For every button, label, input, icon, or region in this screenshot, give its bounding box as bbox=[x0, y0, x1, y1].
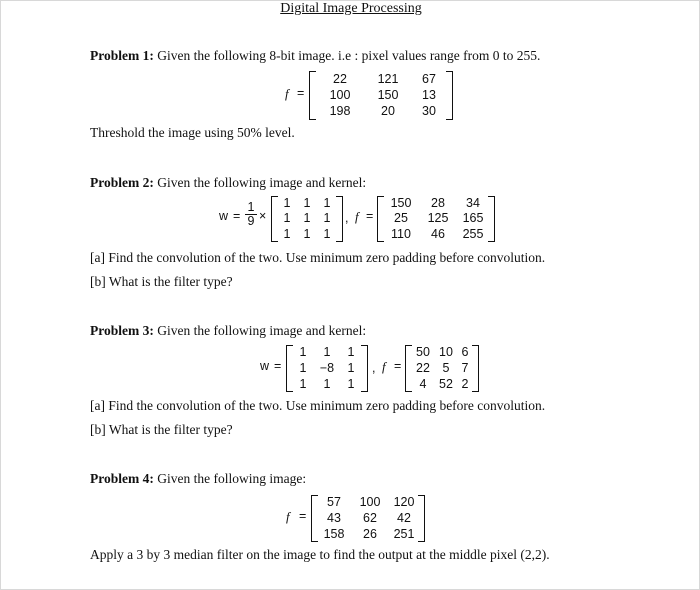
p2-frac-num: 1 bbox=[245, 201, 257, 215]
matrix-cell: 1 bbox=[323, 211, 331, 226]
matrix-right-bracket bbox=[418, 495, 425, 542]
matrix-cell: 7 bbox=[461, 360, 469, 375]
p1-equals: = bbox=[297, 86, 305, 100]
p3-w-symbol: w bbox=[260, 359, 270, 373]
p1-f-matrix bbox=[309, 71, 453, 120]
matrix-cell: 13 bbox=[422, 87, 436, 102]
matrix-cell: 1 bbox=[323, 345, 331, 360]
problem-3-part-a: [a] Find the convolution of the two. Use minimum zero padding before convolution. bbox=[90, 398, 546, 413]
matrix-cell: 150 bbox=[377, 87, 399, 102]
matrix-cell: 251 bbox=[393, 526, 415, 541]
matrix-cell: 1 bbox=[283, 196, 291, 211]
matrix-cell: 67 bbox=[422, 71, 436, 86]
matrix-cell: 2 bbox=[461, 376, 469, 391]
problem-3-statement bbox=[90, 323, 366, 339]
matrix-cell: 125 bbox=[427, 211, 449, 226]
matrix-cell: 1 bbox=[283, 211, 291, 226]
matrix-cell: 25 bbox=[394, 211, 408, 226]
matrix-cell: 57 bbox=[327, 495, 341, 510]
matrix-cell: 1 bbox=[323, 226, 331, 241]
matrix-cell: 62 bbox=[363, 510, 377, 525]
matrix-cell: 34 bbox=[466, 196, 480, 211]
p2-w-matrix bbox=[271, 196, 343, 242]
p3-f-equals: = bbox=[394, 359, 402, 373]
p4-f-matrix bbox=[311, 495, 425, 542]
p3-f-matrix bbox=[405, 345, 479, 392]
matrix-cell: 120 bbox=[393, 495, 415, 510]
p3-w-matrix bbox=[286, 345, 368, 392]
matrix-cell: 5 bbox=[442, 360, 450, 375]
matrix-cell: 198 bbox=[329, 104, 351, 119]
matrix-cell: 50 bbox=[416, 345, 430, 360]
matrix-cell: 1 bbox=[299, 376, 307, 391]
problem-1-text: Given the following 8-bit image. i.e : pixel values range from 0 to 255. bbox=[153, 48, 541, 63]
matrix-cell: 165 bbox=[462, 211, 484, 226]
problem-1-label: Problem 1: bbox=[90, 48, 154, 63]
p2-fraction bbox=[245, 201, 257, 228]
matrix-cell: 100 bbox=[359, 495, 381, 510]
matrix-right-bracket bbox=[488, 196, 495, 242]
p4-f-symbol: f bbox=[286, 509, 290, 524]
document-title: Digital Image Processing bbox=[280, 1, 422, 16]
matrix-cell: 1 bbox=[283, 226, 291, 241]
p3-f-symbol: f bbox=[382, 359, 386, 374]
matrix-right-bracket bbox=[472, 345, 479, 392]
problem-2-part-a: [a] Find the convolution of the two. Use minimum zero padding before convolution. bbox=[90, 250, 546, 265]
matrix-cell: 1 bbox=[323, 196, 331, 211]
problem-2-text: Given the following image and kernel: bbox=[153, 175, 367, 190]
matrix-cell: 30 bbox=[422, 104, 436, 119]
matrix-cell: 52 bbox=[439, 376, 453, 391]
p2-f-equals: = bbox=[366, 209, 374, 223]
matrix-cell: 43 bbox=[327, 510, 341, 525]
matrix-cell: 255 bbox=[462, 226, 484, 241]
problem-4-statement bbox=[90, 471, 306, 487]
p2-f-symbol: f bbox=[355, 209, 359, 224]
matrix-cell: −8 bbox=[319, 360, 335, 375]
matrix-cell: 26 bbox=[363, 526, 377, 541]
matrix-cell: 22 bbox=[333, 71, 347, 86]
p3-separator: , bbox=[372, 361, 376, 375]
problem-2-statement bbox=[90, 175, 366, 191]
problem-3-label: Problem 3: bbox=[90, 323, 154, 338]
matrix-cell: 1 bbox=[299, 345, 307, 360]
matrix-cell: 42 bbox=[397, 510, 411, 525]
matrix-cell: 1 bbox=[299, 360, 307, 375]
p2-times: × bbox=[259, 209, 267, 223]
matrix-cell: 150 bbox=[390, 196, 412, 211]
p3-equals: = bbox=[274, 359, 282, 373]
matrix-right-bracket bbox=[336, 196, 343, 242]
problem-1-statement bbox=[90, 48, 540, 64]
matrix-cell: 46 bbox=[431, 226, 445, 241]
matrix-cell: 1 bbox=[347, 360, 355, 375]
matrix-cell: 10 bbox=[439, 345, 453, 360]
p2-separator: , bbox=[345, 211, 349, 225]
matrix-cell: 100 bbox=[329, 87, 351, 102]
problem-2-label: Problem 2: bbox=[90, 175, 154, 190]
p2-frac-den: 9 bbox=[247, 214, 255, 228]
matrix-cell: 28 bbox=[431, 196, 445, 211]
matrix-right-bracket bbox=[446, 71, 453, 120]
matrix-cell: 121 bbox=[377, 71, 399, 86]
problem-1-task: Threshold the image using 50% level. bbox=[90, 125, 295, 140]
matrix-cell: 1 bbox=[323, 376, 331, 391]
matrix-cell: 20 bbox=[381, 104, 395, 119]
p2-f-matrix bbox=[377, 196, 495, 242]
matrix-cell: 6 bbox=[461, 345, 469, 360]
matrix-cell: 4 bbox=[419, 376, 427, 391]
problem-3-text: Given the following image and kernel: bbox=[153, 323, 367, 338]
matrix-cell: 110 bbox=[391, 226, 411, 241]
p1-f-symbol: f bbox=[285, 86, 289, 101]
matrix-cell: 1 bbox=[303, 226, 311, 241]
p4-equals: = bbox=[299, 509, 307, 523]
problem-3-part-b: [b] What is the filter type? bbox=[90, 422, 233, 437]
matrix-cell: 158 bbox=[323, 526, 345, 541]
p2-w-symbol: w bbox=[219, 209, 229, 223]
matrix-cell: 1 bbox=[303, 196, 311, 211]
matrix-cell: 1 bbox=[303, 211, 311, 226]
p2-equals: = bbox=[233, 209, 241, 223]
problem-2-part-b: [b] What is the filter type? bbox=[90, 274, 233, 289]
problem-4-label: Problem 4: bbox=[90, 471, 154, 486]
matrix-right-bracket bbox=[361, 345, 368, 392]
matrix-cell: 1 bbox=[347, 345, 355, 360]
problem-4-task: Apply a 3 by 3 median filter on the image to find the output at the middle pixel (2,2). bbox=[90, 547, 550, 562]
problem-4-text: Given the following image: bbox=[153, 471, 307, 486]
matrix-cell: 1 bbox=[347, 376, 355, 391]
matrix-cell: 22 bbox=[416, 360, 430, 375]
